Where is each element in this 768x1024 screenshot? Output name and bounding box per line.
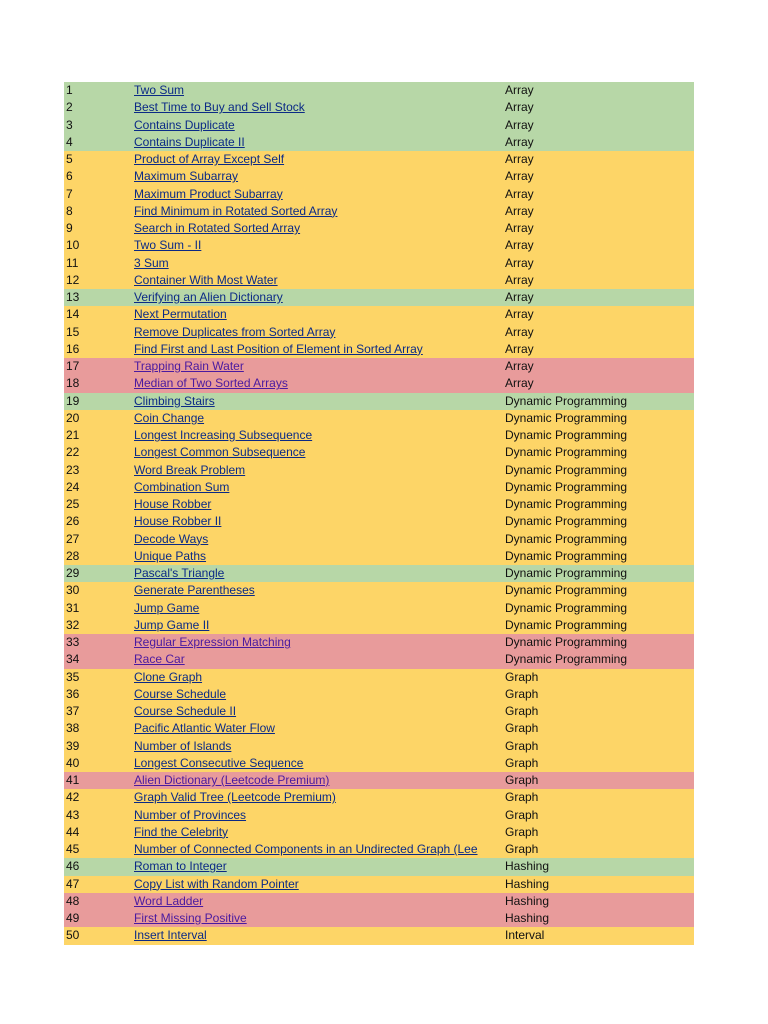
row-number: 36 [66, 686, 80, 701]
table-row [64, 82, 694, 99]
row-number: 30 [66, 583, 80, 598]
topic-label: Array [505, 324, 534, 339]
table-row [64, 669, 694, 686]
table-row [64, 582, 694, 599]
row-number: 19 [66, 393, 80, 408]
problem-link[interactable]: Course Schedule II [134, 704, 237, 718]
row-number: 2 [66, 100, 73, 115]
problem-link[interactable]: Maximum Product Subarray [134, 186, 283, 201]
problem-link[interactable]: Product of Array Except Self [134, 152, 285, 166]
table-row [64, 651, 694, 668]
topic-label: Dynamic Programming [505, 652, 628, 667]
table-row [64, 910, 694, 927]
topic-label: Array [505, 376, 534, 391]
row-number: 4 [66, 134, 73, 149]
table-row [64, 186, 694, 203]
topic-label: Graph [505, 842, 539, 856]
topic-label: Graph [505, 721, 539, 736]
problem-link[interactable]: Jump Game II [134, 617, 210, 632]
row-number: 20 [66, 410, 80, 425]
topic-label: Dynamic Programming [505, 514, 628, 529]
topic-label: Graph [505, 704, 539, 718]
problem-link[interactable]: Trapping Rain Water [134, 359, 244, 373]
table-row [64, 755, 694, 772]
row-number: 50 [66, 928, 80, 943]
table-row [64, 686, 694, 703]
row-number: 43 [66, 807, 80, 822]
problem-link[interactable]: Find First and Last Position of Element in Sorted Array [134, 341, 423, 356]
topic-label: Hashing [505, 859, 550, 874]
row-number: 39 [66, 738, 80, 753]
row-number: 21 [66, 428, 80, 442]
problem-link[interactable]: Regular Expression Matching [134, 635, 291, 649]
topic-label: Array [505, 221, 534, 235]
row-number: 32 [66, 617, 80, 632]
topic-label: Dynamic Programming [505, 410, 628, 425]
problem-link[interactable]: Alien Dictionary (Leetcode Premium) [134, 773, 330, 787]
table-row [64, 617, 694, 634]
topic-label: Array [505, 272, 534, 287]
row-number: 3 [66, 117, 73, 132]
problem-link[interactable]: Remove Duplicates from Sorted Array [134, 324, 336, 339]
table-row [64, 893, 694, 910]
topic-label: Graph [505, 807, 539, 822]
problem-link[interactable]: Coin Change [134, 410, 205, 425]
problem-link[interactable]: Contains Duplicate II [134, 134, 245, 149]
table-row [64, 341, 694, 358]
problem-link[interactable]: Maximum Subarray [134, 169, 239, 184]
table-row [64, 513, 694, 530]
topic-label: Array [505, 359, 534, 373]
problem-link[interactable]: Longest Consecutive Sequence [134, 755, 304, 770]
row-number: 22 [66, 445, 80, 460]
row-number: 10 [66, 238, 80, 253]
table-row [64, 272, 694, 289]
problem-link[interactable]: Clone Graph [134, 669, 203, 684]
topic-label: Hashing [505, 876, 550, 891]
problem-link[interactable]: Copy List with Random Pointer [134, 876, 299, 891]
row-number: 40 [66, 755, 80, 770]
table-row [64, 375, 694, 392]
problem-link[interactable]: Word Break Problem [134, 462, 246, 477]
table-row [64, 99, 694, 116]
problem-link[interactable]: Longest Increasing Subsequence [134, 428, 313, 442]
problem-link[interactable]: Contains Duplicate [134, 117, 235, 132]
problem-link[interactable]: Median of Two Sorted Arrays [134, 376, 288, 391]
problem-link[interactable]: Course Schedule [134, 686, 227, 701]
problem-link[interactable]: Word Ladder [134, 893, 204, 908]
table-row [64, 738, 694, 755]
table-row [64, 772, 694, 789]
problem-link[interactable]: Two Sum [134, 83, 185, 97]
topic-label: Array [505, 117, 534, 132]
table-row [64, 462, 694, 479]
problem-link[interactable]: Container With Most Water [134, 272, 278, 287]
problem-link[interactable]: Jump Game [134, 600, 200, 615]
table-row [64, 220, 694, 237]
topic-label: Dynamic Programming [505, 462, 628, 477]
table-row [64, 531, 694, 548]
problem-link[interactable]: Climbing Stairs [134, 393, 215, 408]
row-number: 1 [66, 83, 73, 97]
topic-label: Array [505, 186, 534, 201]
table-row [64, 876, 694, 893]
topic-label: Graph [505, 790, 539, 805]
topic-label: Hashing [505, 893, 550, 908]
topic-label: Graph [505, 686, 539, 701]
topic-label: Dynamic Programming [505, 600, 628, 615]
table-row [64, 927, 694, 944]
problem-link[interactable]: House Robber [134, 497, 212, 511]
row-number: 49 [66, 911, 80, 925]
problem-link[interactable]: Insert Interval [134, 928, 207, 943]
table-row [64, 858, 694, 875]
row-number: 28 [66, 548, 80, 563]
topic-label: Dynamic Programming [505, 393, 628, 408]
problem-sheet [64, 82, 694, 945]
topic-label: Graph [505, 824, 539, 839]
row-number: 46 [66, 859, 80, 874]
topic-label: Dynamic Programming [505, 566, 628, 580]
row-number: 34 [66, 652, 80, 667]
row-number: 14 [66, 307, 80, 322]
row-number: 23 [66, 462, 80, 477]
row-number: 8 [66, 203, 73, 218]
problem-link[interactable]: Number of Islands [134, 738, 232, 753]
table-row [64, 548, 694, 565]
row-number: 33 [66, 635, 80, 649]
table-row [64, 479, 694, 496]
problem-link[interactable]: First Missing Positive [134, 911, 247, 925]
row-number: 35 [66, 669, 80, 684]
topic-label: Array [505, 83, 534, 97]
row-number: 9 [66, 221, 73, 235]
table-row [64, 358, 694, 375]
topic-label: Array [505, 290, 534, 304]
table-row [64, 841, 694, 858]
table-row [64, 134, 694, 151]
problem-link[interactable]: Number of Connected Components in an Undirected Graph (Lee [134, 842, 478, 856]
topic-label: Array [505, 238, 534, 253]
problem-link[interactable]: Pascal's Triangle [134, 566, 225, 580]
topic-label: Graph [505, 738, 539, 753]
table-row [64, 789, 694, 806]
topic-label: Graph [505, 669, 539, 684]
table-row [64, 151, 694, 168]
row-number: 13 [66, 290, 80, 304]
row-number: 18 [66, 376, 80, 391]
row-number: 25 [66, 497, 80, 511]
row-number: 31 [66, 600, 80, 615]
table-row [64, 393, 694, 410]
table-row [64, 117, 694, 134]
topic-label: Dynamic Programming [505, 548, 628, 563]
table-row [64, 720, 694, 737]
table-row [64, 824, 694, 841]
row-number: 38 [66, 721, 80, 736]
problem-link[interactable]: Find the Celebrity [134, 824, 229, 839]
problem-link[interactable]: Find Minimum in Rotated Sorted Array [134, 203, 338, 218]
table-row [64, 807, 694, 824]
topic-label: Dynamic Programming [505, 617, 628, 632]
table-row [64, 306, 694, 323]
table-row [64, 168, 694, 185]
table-row [64, 634, 694, 651]
topic-label: Array [505, 307, 534, 322]
row-number: 48 [66, 893, 80, 908]
problem-link[interactable]: Search in Rotated Sorted Array [134, 221, 301, 235]
topic-label: Array [505, 100, 534, 115]
row-number: 29 [66, 566, 80, 580]
topic-label: Dynamic Programming [505, 428, 628, 442]
problem-link[interactable]: Combination Sum [134, 479, 230, 494]
table-row [64, 703, 694, 720]
row-number: 26 [66, 514, 80, 529]
problem-link[interactable]: Pacific Atlantic Water Flow [134, 721, 275, 736]
row-number: 45 [66, 842, 80, 856]
topic-label: Hashing [505, 911, 550, 925]
problem-link[interactable]: Decode Ways [134, 531, 209, 546]
problem-link[interactable]: Number of Provinces [134, 807, 247, 822]
row-number: 12 [66, 272, 80, 287]
topic-label: Graph [505, 773, 539, 787]
problem-link[interactable]: Race Car [134, 652, 185, 667]
table-row [64, 410, 694, 427]
table-row [64, 496, 694, 513]
topic-label: Dynamic Programming [505, 583, 628, 598]
problem-link[interactable]: Best Time to Buy and Sell Stock [134, 100, 305, 115]
topic-label: Dynamic Programming [505, 445, 628, 460]
problem-link[interactable]: Graph Valid Tree (Leetcode Premium) [134, 790, 336, 805]
table-row [64, 427, 694, 444]
row-number: 6 [66, 169, 73, 184]
row-number: 42 [66, 790, 80, 805]
topic-label: Array [505, 152, 534, 166]
table-row [64, 237, 694, 254]
row-number: 24 [66, 479, 80, 494]
row-number: 44 [66, 824, 80, 839]
problem-link[interactable]: 3 Sum [134, 255, 169, 270]
row-number: 16 [66, 341, 80, 356]
problem-link[interactable]: Unique Paths [134, 548, 207, 563]
row-number: 5 [66, 152, 73, 166]
problem-link[interactable]: House Robber II [134, 514, 222, 529]
topic-label: Dynamic Programming [505, 531, 628, 546]
topic-label: Dynamic Programming [505, 635, 628, 649]
problem-link[interactable]: Verifying an Alien Dictionary [134, 290, 283, 304]
row-number: 27 [66, 531, 80, 546]
topic-label: Dynamic Programming [505, 497, 628, 511]
topic-label: Dynamic Programming [505, 479, 628, 494]
table-row [64, 289, 694, 306]
problem-link[interactable]: Roman to Integer [134, 859, 227, 874]
topic-label: Array [505, 169, 534, 184]
problem-link[interactable]: Next Permutation [134, 307, 227, 322]
table-row [64, 600, 694, 617]
row-number: 47 [66, 876, 80, 891]
problem-link[interactable]: Generate Parentheses [134, 583, 255, 598]
table-row [64, 255, 694, 272]
topic-label: Graph [505, 755, 539, 770]
row-number: 7 [66, 186, 73, 201]
problem-link[interactable]: Longest Common Subsequence [134, 445, 306, 460]
row-number: 11 [66, 255, 79, 270]
row-number: 37 [66, 704, 80, 718]
table-row [64, 444, 694, 461]
row-number: 41 [66, 773, 80, 787]
problem-link[interactable]: Two Sum - II [134, 238, 202, 253]
table-row [64, 565, 694, 582]
topic-label: Array [505, 203, 534, 218]
table-row [64, 324, 694, 341]
topic-label: Array [505, 134, 534, 149]
row-number: 17 [66, 359, 80, 373]
table-row [64, 203, 694, 220]
topic-label: Array [505, 341, 534, 356]
topic-label: Array [505, 255, 534, 270]
row-number: 15 [66, 324, 80, 339]
topic-label: Interval [505, 928, 545, 943]
